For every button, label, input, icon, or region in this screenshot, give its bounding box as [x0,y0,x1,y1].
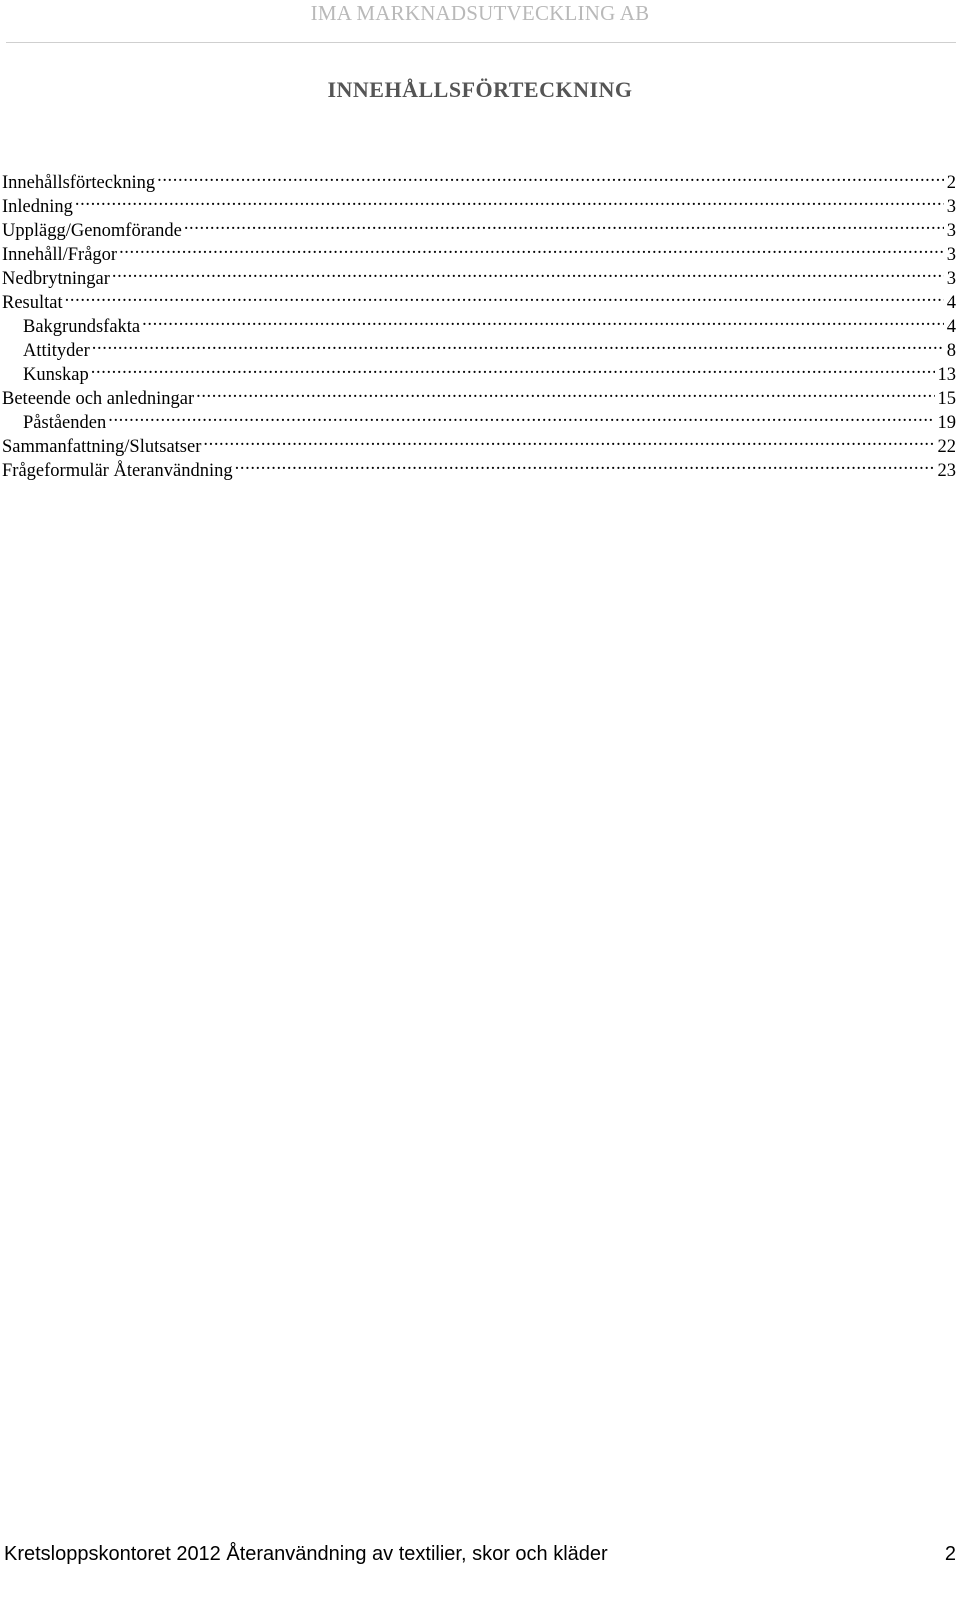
toc-dot-leader [157,164,944,188]
toc-dot-leader [184,212,944,236]
toc-dot-leader [203,428,934,452]
toc-entry-title: Kunskap [23,365,89,385]
toc-entry-title: Bakgrundsfakta [23,317,141,337]
toc-dot-leader [65,284,944,308]
toc-dot-leader [75,188,944,212]
toc-entry-title: Frågeformulär Återanvändning [2,461,233,481]
toc-entry-page: 3 [946,269,956,289]
footer-page-number: 2 [944,1543,956,1565]
header-divider [6,42,956,43]
toc-entry-inledning[interactable] [2,188,956,217]
toc-entry-pastaenden[interactable] [2,404,956,433]
toc-dot-leader [92,332,944,356]
toc-entry-title: Innehållsförteckning [2,173,156,193]
toc-entry-attityder[interactable] [2,332,956,361]
toc-entry-title: Upplägg/Genomförande [2,221,182,241]
page-footer [4,1541,956,1567]
toc-entry-title: Resultat [2,293,63,313]
toc-entry-page: 3 [946,245,956,265]
toc-entry-page: 4 [946,293,956,313]
toc-dot-leader [119,236,944,260]
toc-heading: INNEHÅLLSFÖRTECKNING [327,77,633,102]
toc-entry-title: Sammanfattning/Slutsatser [2,437,202,457]
toc-entry-page: 2 [946,173,956,193]
toc-entry-page: 4 [946,317,956,337]
toc-entry-page: 8 [946,341,956,361]
toc-entry-resultat[interactable] [2,284,956,313]
company-header: IMA MARKNADSUTVECKLING AB [310,1,650,25]
toc-entry-title: Nedbrytningar [2,269,110,289]
toc-entry-innehallsforteckning[interactable] [2,164,956,193]
toc-entry-upplagg-genomforande[interactable] [2,212,956,241]
toc-entry-nedbrytningar[interactable] [2,260,956,289]
toc-entry-title: Inledning [2,197,73,217]
toc-entry-title: Innehåll/Frågor [2,245,118,265]
toc-entry-kunskap[interactable] [2,356,956,385]
toc-dot-leader [91,356,935,380]
page-header [0,0,960,44]
toc-entry-page: 3 [946,221,956,241]
toc-entry-title: Påståenden [23,413,107,433]
toc-entry-sammanfattning-slutsatser[interactable] [2,428,956,457]
toc-dot-leader [112,260,944,284]
toc-entry-title: Attityder [23,341,90,361]
toc-entry-page: 13 [937,365,956,385]
toc-dot-leader [142,308,944,332]
toc-entry-page: 22 [937,437,956,457]
toc-dot-leader [196,380,934,404]
toc-dot-leader [235,452,935,476]
toc-entry-bakgrundsfakta[interactable] [2,308,956,337]
toc-dot-leader [108,404,934,428]
toc-entry-innehall-fragor[interactable] [2,236,956,265]
toc-entry-title: Beteende och anledningar [2,389,195,409]
table-of-contents [2,164,956,481]
toc-entry-page: 15 [937,389,956,409]
toc-entry-page: 23 [937,461,956,481]
toc-entry-page: 3 [946,197,956,217]
toc-entry-beteende-och-anledningar[interactable] [2,380,956,409]
toc-entry-page: 19 [937,413,956,433]
footer-text: Kretsloppskontoret 2012 Återanvändning av textilier, skor och kläder [4,1543,608,1565]
